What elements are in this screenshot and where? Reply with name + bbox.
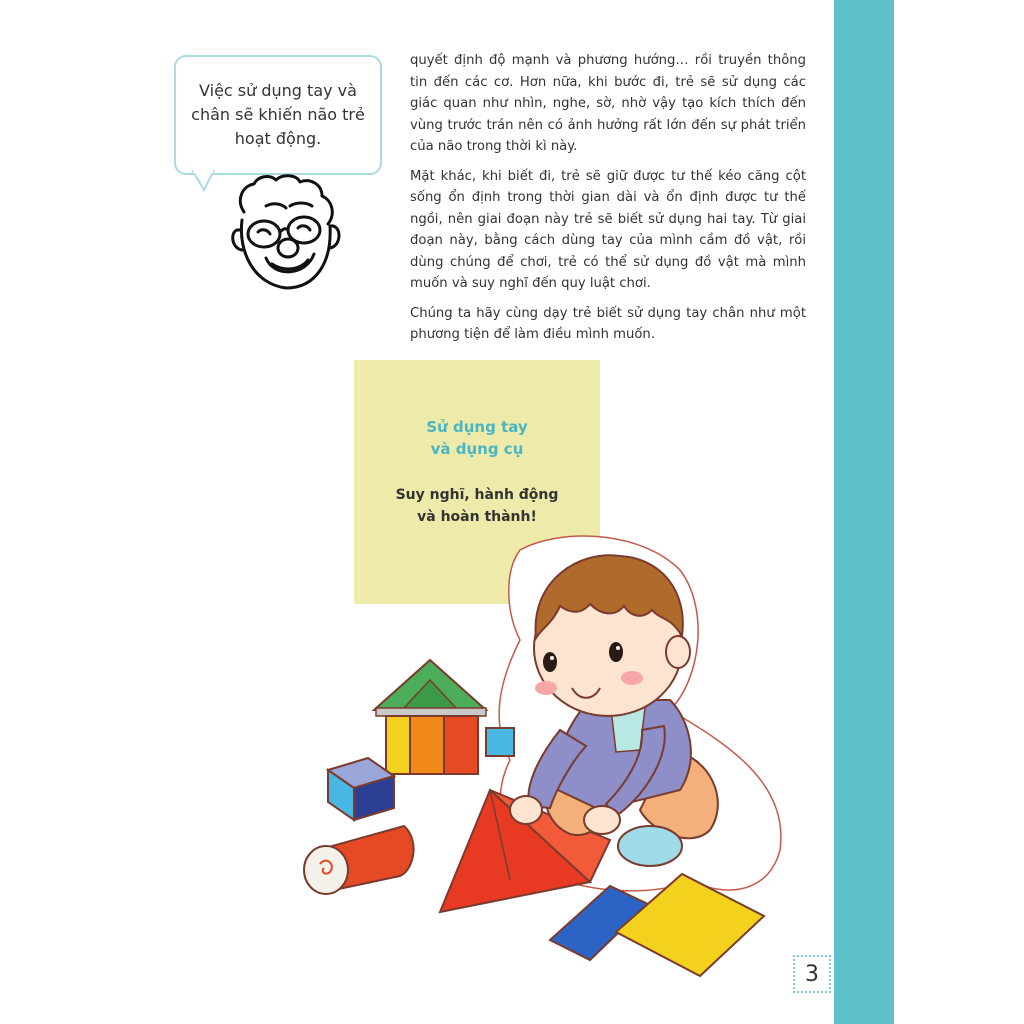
rolled-paper [304, 826, 414, 894]
professor-face-illustration [226, 172, 346, 297]
paragraph-3: Chúng ta hãy cùng dạy trẻ biết sử dụng tay chân như một phương tiện để làm điều mình muốn. [410, 305, 806, 342]
page-number-box [793, 955, 831, 993]
side-color-bar [834, 0, 894, 1024]
note-title [354, 416, 600, 460]
speech-bubble-tail [190, 170, 220, 192]
note-subtitle-line-2: và hoàn thành! [417, 509, 537, 525]
page-number: 3 [805, 961, 819, 987]
note-title-line-2: và dụng cụ [430, 440, 524, 458]
paragraph-2: Mặt khác, khi biết đi, trẻ sẽ giữ được tư thế kéo căng cột sống ổn định trong thời gian dài và ổn định được tư thế ngồi, nên giai đoạn này trẻ sẽ biết sử dụng hai tay. Từ giai đoạn này, bằng cách dùng tay của mình cầm đồ vật, rồi dùng chúng để chơi, trẻ có thể sử dụng đồ vật mà mình muốn và suy nghĩ đến quy luật chơi. [410, 168, 806, 291]
note-title-line-1: Sử dụng tay [426, 418, 528, 436]
body-text [410, 50, 806, 354]
speech-bubble-text: Việc sử dụng tay và chân sẽ khiến não trẻ hoạt động. [191, 81, 365, 148]
note-subtitle-line-1: Suy nghĩ, hành động [395, 487, 559, 503]
child-playing-illustration [290, 520, 790, 990]
toy-block-house [374, 660, 514, 774]
paragraph-1: quyết định độ mạnh và phương hướng… rồi truyền thông tin đến các cơ. Hơn nữa, khi bước đi, trẻ sẽ sử dụng các giác quan như nhìn, nghe, sờ, nhờ vậy tạo kích thích đến vùng trước trán nên có ảnh hưởng rất lớn đến sự phát triển của não trong thời kì này. [410, 53, 806, 154]
toy-cube [328, 758, 394, 820]
speech-bubble [174, 55, 382, 175]
